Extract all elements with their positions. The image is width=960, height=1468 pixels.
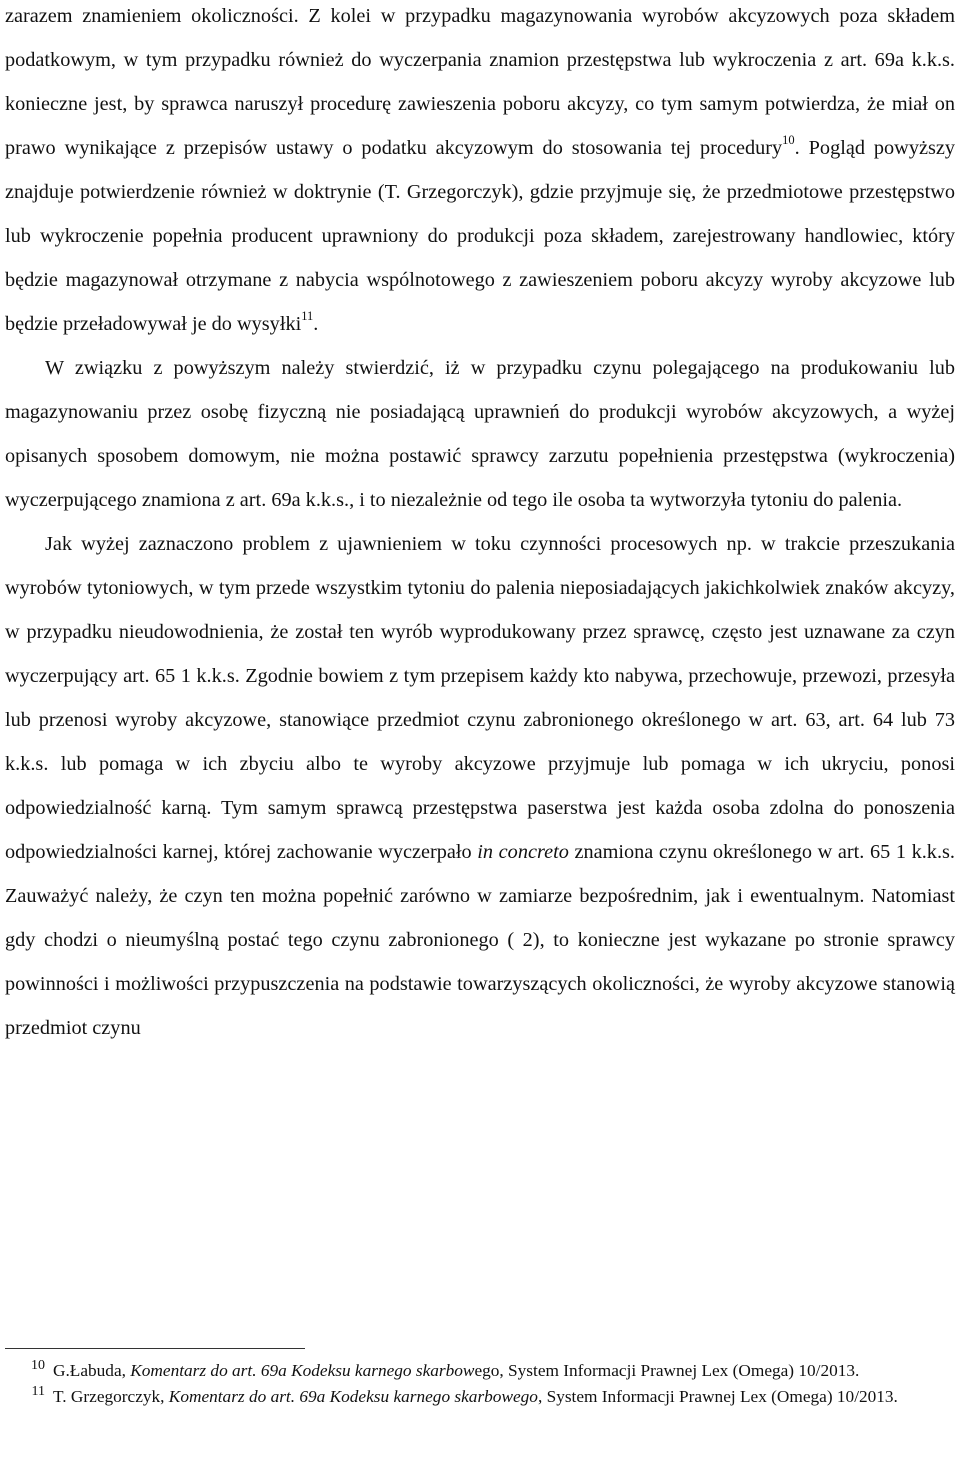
footnote-title: Komentarz do art. 69a Kodeksu karnego skarbowego	[168, 1387, 538, 1406]
footnote-source: , System Informacji Prawnej Lex (Omega) 10/2013.	[537, 1387, 898, 1406]
footnotes	[5, 1360, 955, 1412]
footnote: 10 G.Łabuda, Komentarz do art. 69a Kodeksu karnego skarbowego, System Informacji Prawnej Lex (Omega) 10/2013.	[31, 1358, 860, 1380]
footnote-title: Komentarz do art. 69a Kodeksu karnego skarbow	[130, 1361, 475, 1380]
footnote-author: G.Łabuda,	[53, 1361, 131, 1380]
paragraph-text: znamiona czynu określonego w art. 65 1 k.k.s. Zauważyć należy, że czyn ten można popełnić zarówno w zamiarze bezpośrednim, jak i ewentualnym. Natomiast gdy chodzi o nieumyślną postać tego czynu zabronionego ( 2), to konieczne jest wykazane po stronie sprawcy powinności i możliwości przypuszczenia na podstawie towarzyszących okoliczności, że wyroby akcyzowe stanowią przedmiot czynu	[5, 841, 955, 1039]
italic-phrase: in concreto	[477, 841, 569, 863]
paragraph: W związku z powyższym należy stwierdzić, iż w przypadku czynu polegającego na produkowaniu lub magazynowaniu przez osobę fizyczną nie posiadającą uprawnień do produkcji wyrobów akcyzowych, a wyżej opisanych sposobem domowym, nie można postawić sprawcy zarzutu popełnienia przestępstwa (wykroczenia) wyczerpującego znamiona z art. 69a k.k.s., i to niezależnie od tego ile osoba ta wytworzyła tytoniu do palenia.	[5, 357, 955, 511]
footnote-ref-11[interactable]: 11	[301, 309, 314, 324]
paragraph-text: .	[313, 313, 319, 335]
footnote: 11 T. Grzegorczyk, Komentarz do art. 69a Kodeksu karnego skarbowego, System Informacji Prawnej Lex (Omega) 10/2013.	[31, 1384, 898, 1406]
paragraph-continued	[5, 0, 955, 346]
paragraph	[5, 522, 955, 1050]
paragraph-text: Jak wyżej zaznaczono problem z ujawnieniem w toku czynności procesowych np. w trakcie przeszukania wyrobów tytoniowych, w tym przede wszystkim tytoniu do palenia nieposiadających jakichkolwiek znaków akcyzy, w przypadku nieudowodnienia, że został ten wyrób wyprodukowany przez sprawcę, często jest uznawane za czyn wyczerpujący art. 65 1 k.k.s. Zgodnie bowiem z tym przepisem każdy kto nabywa, przechowuje, przewozi, przesyła lub przenosi wyroby akcyzowe, stanowiące przedmiot czynu zabronionego określonego w art. 63, art. 64 lub 73 k.k.s. lub pomaga w ich zbyciu albo te wyroby akcyzowe przyjmuje lub pomaga w ich ukryciu, ponosi odpowiedzialność karną. Tym samym sprawcą przestępstwa paserstwa jest każda osoba zdolna do ponoszenia odpowiedzialności karnej, której zachowanie wyczerpało	[5, 533, 955, 863]
body-text	[5, 0, 955, 1050]
paragraph-text: . Pogląd powyższy znajduje potwierdzenie również w doktrynie (T. Grzegorczyk), gdzie przyjmuje się, że przedmiotowe przestępstwo lub wykroczenie popełnia producent uprawniony do produkcji poza składem, zarejestrowany handlowiec, który będzie magazynował otrzymane z nabycia wspólnotowego z zawieszeniem poboru akcyzy wyroby akcyzowe lub będzie przeładowywał je do wysyłki	[5, 137, 955, 335]
paragraph-text: zarazem znamieniem okoliczności. Z kolei w przypadku magazynowania wyrobów akcyzowych poza składem podatkowym, w tym przypadku również do wyczerpania znamion przestępstwa lub wykroczenia z art. 69a k.k.s. konieczne jest, by sprawca naruszył procedurę zawieszenia poboru akcyzy, co tym samym potwierdza, że miał on prawo wynikające z przepisów ustawy o podatku akcyzowym do stosowania tej procedury	[5, 5, 955, 159]
footnote-separator	[5, 1348, 305, 1349]
footnote-author: T. Grzegorczyk,	[53, 1387, 169, 1406]
footnote-ref-10[interactable]: 10	[782, 133, 795, 148]
footnote-source: ego, System Informacji Prawnej Lex (Omega) 10/2013.	[474, 1361, 860, 1380]
